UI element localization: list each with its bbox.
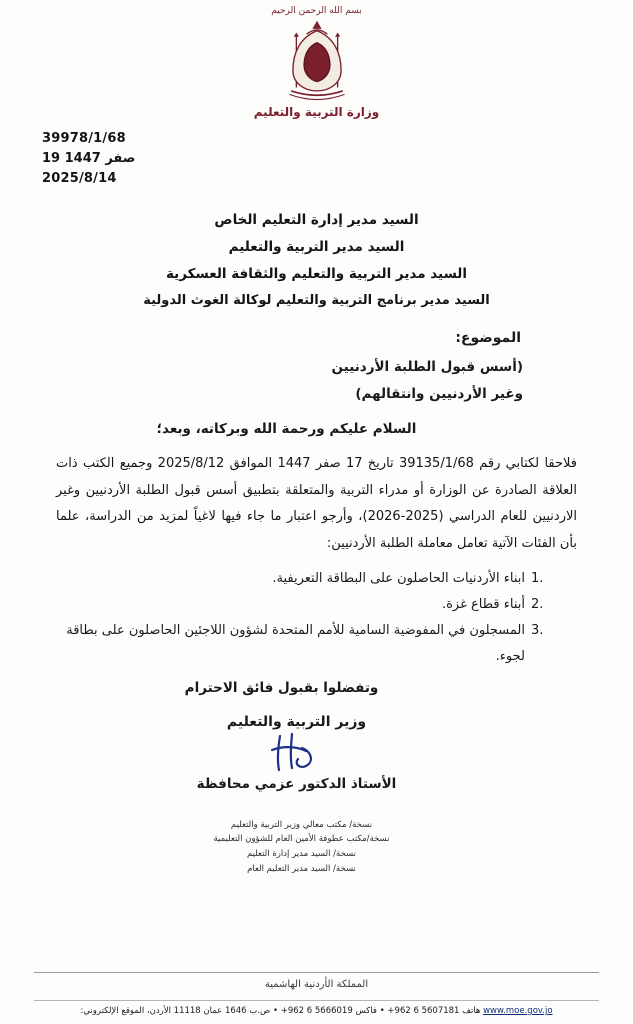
list-item-text: ابناء الأردنيات الحاصلون على البطاقة التعريفية. [272,570,525,586]
handwritten-signature-icon [222,730,372,774]
subject-text [34,354,599,407]
signer-name: الأستاذ الدكتور عزمي محافظة [196,775,397,792]
contact-details: هاتف 5607181 6 962+ • فاكس 5666019 6 962+ • ص.ب 1646 عمان 11118 الأردن، الموقع الإلكتروني: [80,1006,481,1016]
cc-list [34,818,599,878]
cc-item: نسخة/ مكتب معالي وزير التربية والتعليم [230,819,373,830]
letterhead [34,0,599,119]
gregorian-date: 2025/8/14 [42,171,117,187]
basmala-text: بسم الله الرحمن الرحيم [271,6,362,16]
reference-number: 39978/1/68 [42,131,126,146]
cc-item: نسخة/ السيد مدير التعليم العام [247,864,356,875]
list-item-number: 2. [531,596,544,612]
subject-label: الموضوع: [455,330,521,347]
kingdom-name: المملكة الأردنية الهاشمية [264,979,369,990]
hijri-date: 19 صفر 1447 [42,151,136,167]
closing-text: وتفضلوا بقبول فائق الاحترام [184,679,379,696]
signer-title: وزير التربية والتعليم [226,713,367,730]
footer-divider [34,972,599,973]
website-link[interactable]: www.moe.gov.jo [483,1006,553,1016]
cc-item: نسخة/ السيد مدير إدارة التعليم [246,849,356,860]
recipient-line-4: السيد مدير برنامج التربية والتعليم لوكالة الغوث الدولية [143,293,490,309]
footer-divider-2 [34,1000,599,1001]
body-paragraph [34,451,599,558]
list-item [56,618,547,670]
reference-block [34,129,599,189]
body-paragraph-text: فلاحقا لكتابي رقم 39135/1/68 تاريخ 17 صفر 1447 الموافق 2025/8/12 وجميع الكتب ذات العلاقة الصادرة عن الوزارة أو مدراء التربية والمتعلقة بتطبيق أسس قبول الطلبة الأردنيين وغير الاردنيين للعام الدراسي (2025-2026)، وأرجو اعتبار ما جاء فيها لاغياً لمزيد من الدراسة، علما بأن الفئات الآتية تعامل معاملة الطلبة الأردنيين: [56,456,577,551]
greeting-text: السلام عليكم ورحمة الله وبركاته، وبعد؛ [156,421,417,438]
jordan-coat-of-arms-icon [274,17,360,103]
list-item-text: أبناء قطاع غزة. [441,596,525,612]
ministry-name: وزارة التربية والتعليم [253,105,380,119]
contact-line [34,1006,599,1016]
list-item-number: 3. [531,622,544,638]
recipient-line-1: السيد مدير إدارة التعليم الخاص [214,212,419,229]
recipients-block [34,207,599,314]
recipient-line-2: السيد مدير التربية والتعليم [228,239,405,256]
list-item-text: المسجلون في المفوضية السامية للأمم المتحدة لشؤون اللاجئين الحاصلون على بطاقة لجوء. [66,622,525,664]
signature-block [34,714,599,792]
list-item [56,566,547,592]
cc-item: نسخة/مكتب عطوفة الأمين العام للشؤون التعليمية [213,834,390,845]
subject-line-2: وغير الأردنيين وانتقالهم) [355,385,523,402]
numbered-list [34,566,599,670]
recipient-line-3: السيد مدير التربية والتعليم والثقافة العسكرية [165,266,468,283]
list-item [56,592,547,618]
subject-line-1: (أسس قبول الطلبة الأردنيين [331,359,523,376]
page-footer [0,972,633,1024]
list-item-number: 1. [531,570,544,586]
